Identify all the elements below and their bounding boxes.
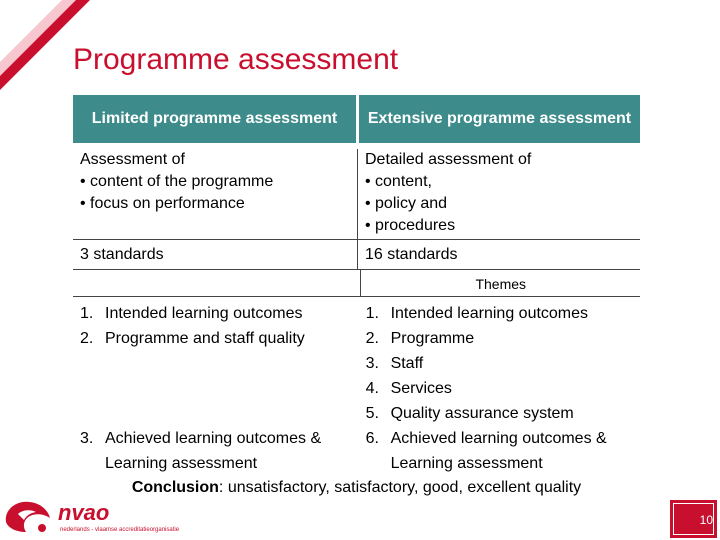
themes-label: Themes — [360, 270, 640, 296]
header-limited: Limited programme assessment — [73, 95, 356, 143]
header-extensive: Extensive programme assessment — [359, 95, 640, 143]
list-item-continuation: Learning assessment — [390, 455, 543, 472]
table-header-row — [73, 95, 640, 143]
list-item-continuation: Learning assessment — [105, 455, 258, 472]
list-item: • content, — [364, 173, 432, 190]
themes-row — [73, 270, 640, 297]
list-item: • content of the programme — [80, 173, 274, 190]
extensive-intro: Detailed assessment of — [364, 151, 532, 168]
list-item: 1. Intended learning outcomes — [365, 305, 589, 322]
page-number-badge — [670, 500, 717, 538]
page-title: Programme assessment — [73, 43, 399, 76]
table-row — [73, 143, 640, 240]
list-item: 5. Quality assurance system — [365, 405, 574, 422]
list-item: • policy and — [364, 195, 448, 212]
comparison-table — [73, 95, 640, 500]
limited-themes-list — [73, 301, 350, 476]
logo-tagline: nederlands - vlaamse accreditatieorganisatie — [60, 527, 180, 533]
extensive-standards: 16 standards — [357, 240, 640, 269]
list-item: • focus on performance — [80, 195, 245, 212]
list-item: 2. Programme and staff quality — [80, 330, 305, 347]
conclusion-label: Conclusion — [131, 479, 219, 496]
limited-intro: Assessment of — [80, 151, 185, 168]
themes-body — [73, 297, 640, 476]
list-item: 4. Services — [365, 380, 452, 397]
logo-wordmark: nvao — [58, 500, 110, 525]
limited-assessment-cell — [73, 149, 357, 239]
conclusion-text: : unsatisfactory, satisfactory, good, excellent quality — [218, 479, 582, 496]
list-item: 2. Programme — [365, 330, 475, 347]
table-row — [73, 240, 640, 270]
limited-standards: 3 standards — [80, 246, 164, 263]
extensive-assessment-cell — [357, 149, 640, 239]
list-item: 6. Achieved learning outcomes & — [365, 430, 607, 447]
extensive-themes-list — [350, 301, 640, 476]
list-item: 3. Staff — [365, 355, 424, 372]
page-number: 10 — [699, 513, 713, 527]
list-item: 1. Intended learning outcomes — [80, 305, 303, 322]
list-item: 3. Achieved learning outcomes & — [80, 430, 322, 447]
list-item: • procedures — [364, 217, 456, 234]
